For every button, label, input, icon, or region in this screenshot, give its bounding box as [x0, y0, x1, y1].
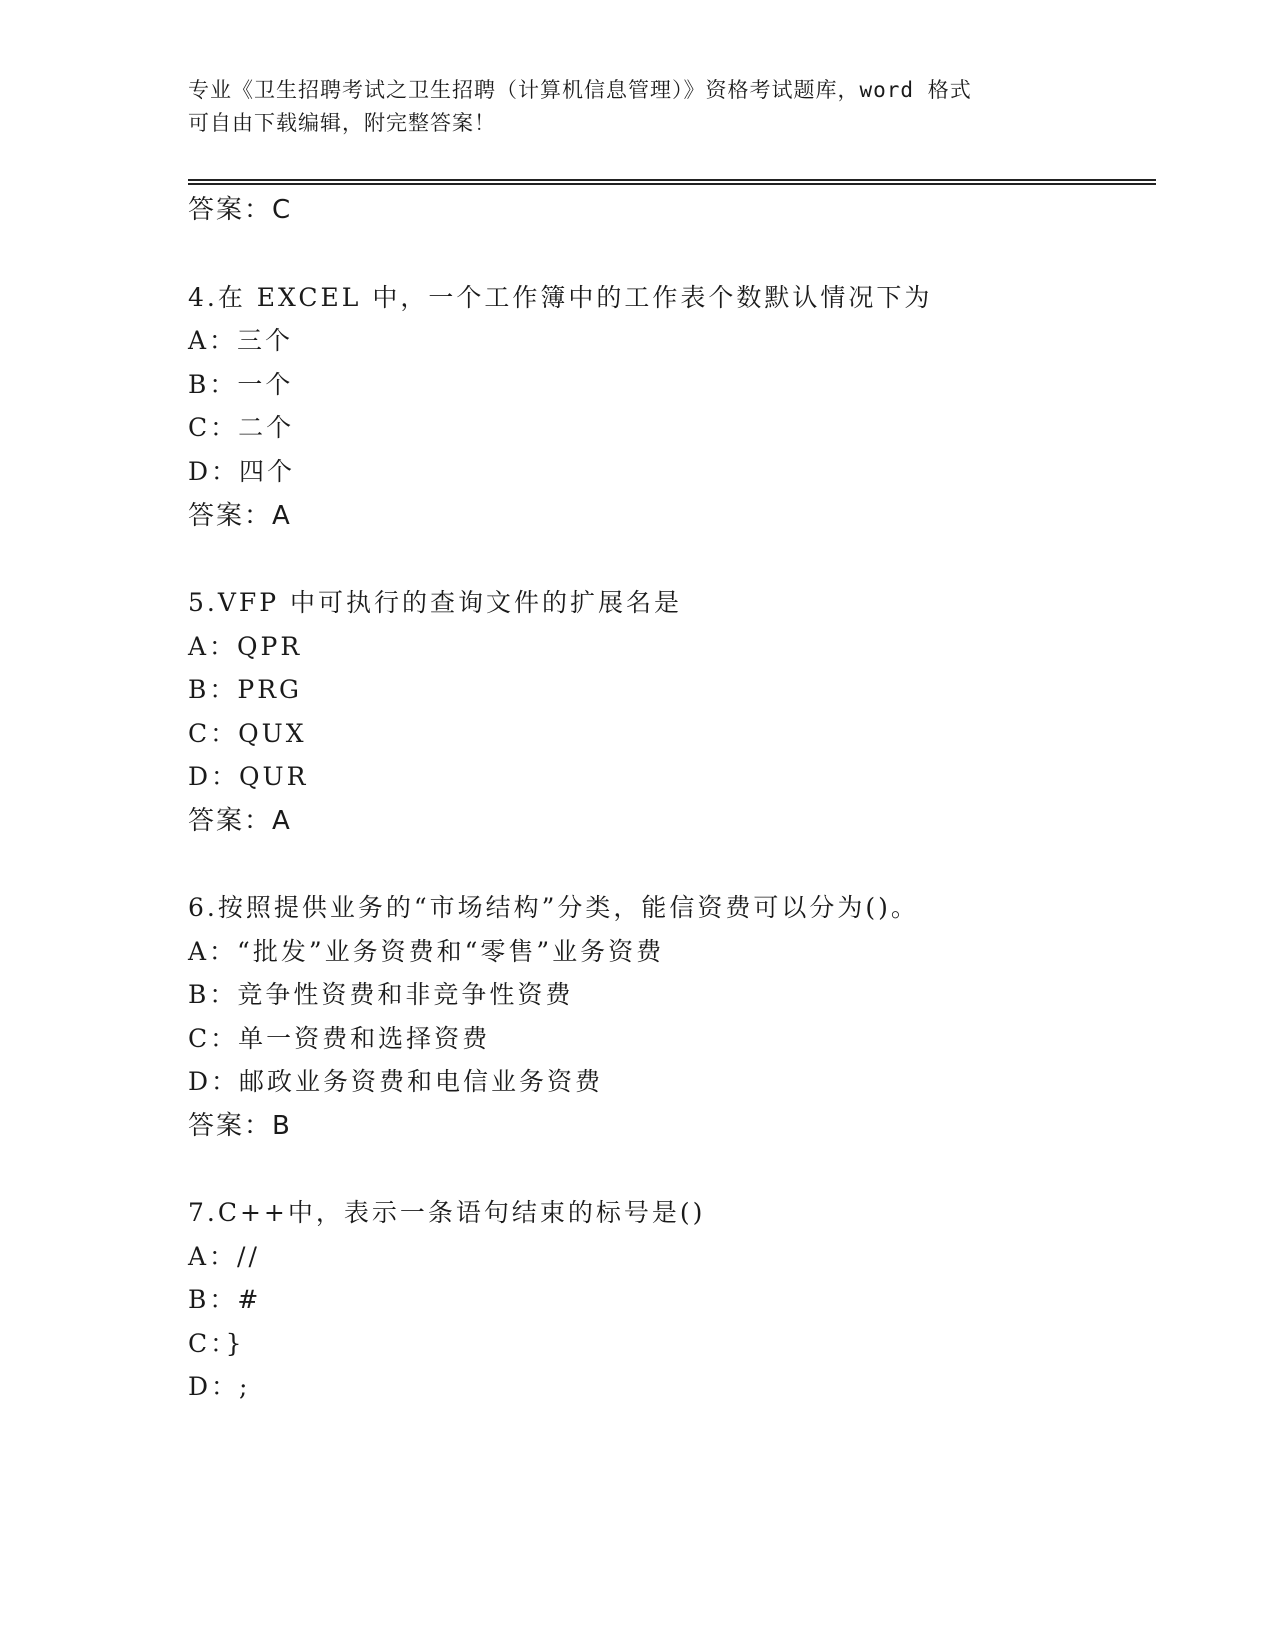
question-5-option-d: D：QUR	[188, 762, 309, 791]
question-5-answer: 答案：A	[188, 806, 292, 836]
question-6-option-d: D：邮政业务资费和电信业务资费	[188, 1067, 604, 1096]
question-6-option-b: B：竞争性资费和非竞争性资费	[188, 980, 574, 1009]
header-line-1: 专业《卫生招聘考试之卫生招聘（计算机信息管理）》资格考试题库，word 格式	[188, 78, 972, 102]
question-7-option-c: C：}	[188, 1329, 245, 1358]
header-rule-bottom	[188, 183, 1156, 185]
question-5-option-b: B：PRG	[188, 675, 302, 704]
question-5-option-c: C：QUX	[188, 719, 307, 748]
question-7-stem: 7.C++中，表示一条语句结束的标号是()	[188, 1198, 706, 1227]
question-7-option-d: D：;	[188, 1372, 251, 1401]
question-5-stem: 5.VFP 中可执行的查询文件的扩展名是	[188, 588, 683, 617]
answer-prev: 答案：C	[188, 195, 293, 225]
question-4-option-b: B：一个	[188, 370, 294, 399]
document-header	[188, 74, 1088, 140]
question-6-answer: 答案：B	[188, 1111, 292, 1141]
question-4-stem: 4.在 EXCEL 中，一个工作簿中的工作表个数默认情况下为	[188, 283, 933, 312]
question-4-option-c: C：二个	[188, 413, 295, 442]
question-6-stem: 6.按照提供业务的“市场结构”分类，能信资费可以分为()。	[188, 893, 919, 922]
question-6-option-a: A：“批发”业务资费和“零售”业务资费	[188, 937, 665, 966]
question-6-option-c: C：单一资费和选择资费	[188, 1024, 491, 1053]
question-7-option-b: B：#	[188, 1285, 262, 1314]
question-4-option-a: A：三个	[188, 326, 294, 355]
question-5-option-a: A：QPR	[188, 632, 303, 661]
header-rule-top	[188, 179, 1156, 181]
question-4-option-d: D：四个	[188, 457, 296, 486]
question-4-answer: 答案：A	[188, 501, 292, 531]
question-7-option-a: A：//	[188, 1242, 260, 1271]
header-line-2: 可自由下载编辑，附完整答案！	[188, 111, 496, 135]
